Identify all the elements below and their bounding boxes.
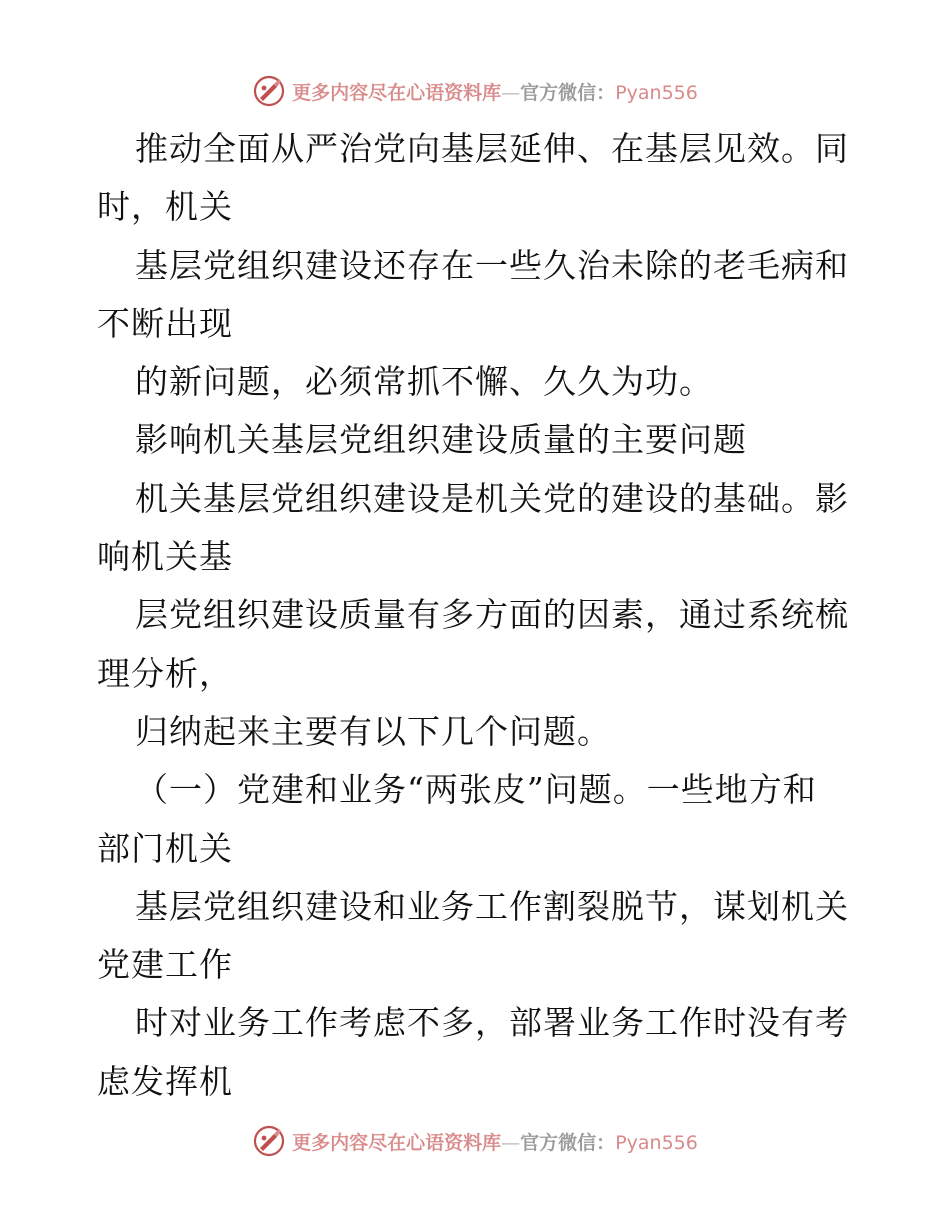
text-line: 推动全面从严治党向基层延伸、在基层见效。同: [135, 129, 849, 168]
text-line: 机关基层党组织建设是机关党的建设的基础。影: [135, 478, 849, 518]
text-line: 的新问题，必须常抓不懈、久久为功。: [135, 362, 713, 402]
text-line: 部门机关: [97, 828, 233, 868]
text-line: 理分析，: [97, 653, 233, 693]
text-line: 时对业务工作考虑不多，部署业务工作时没有考: [135, 1003, 849, 1043]
text-line: 层党组织建设质量有多方面的因素，通过系统梳: [135, 595, 849, 635]
pen-circle-logo-icon: [252, 1124, 286, 1158]
pen-circle-logo-icon: [252, 74, 286, 108]
text-line: 归纳起来主要有以下几个问题。: [135, 711, 611, 751]
text-line: 基层党组织建设和业务工作割裂脱节，谋划机关: [135, 886, 849, 926]
text-line: 基层党组织建设还存在一些久治未除的老毛病和: [135, 245, 849, 285]
section-heading: 影响机关基层党组织建设质量的主要问题: [135, 420, 747, 460]
document-body: [97, 120, 857, 1111]
watermark-text: 更多内容尽在心语资料库—官方微信：Pyan556: [292, 1131, 698, 1154]
text-line: （一）党建和业务“两张皮”问题。一些地方和: [135, 770, 817, 810]
watermark-text: 更多内容尽在心语资料库—官方微信：Pyan556: [292, 81, 698, 104]
footer-watermark: [0, 1121, 950, 1161]
text-line: 响机关基: [97, 537, 233, 577]
header-watermark: [0, 71, 950, 111]
text-line: 不断出现: [97, 303, 233, 343]
text-line: 时，机关: [97, 187, 233, 227]
text-line: 党建工作: [97, 945, 233, 985]
text-line: 虑发挥机: [97, 1061, 233, 1101]
